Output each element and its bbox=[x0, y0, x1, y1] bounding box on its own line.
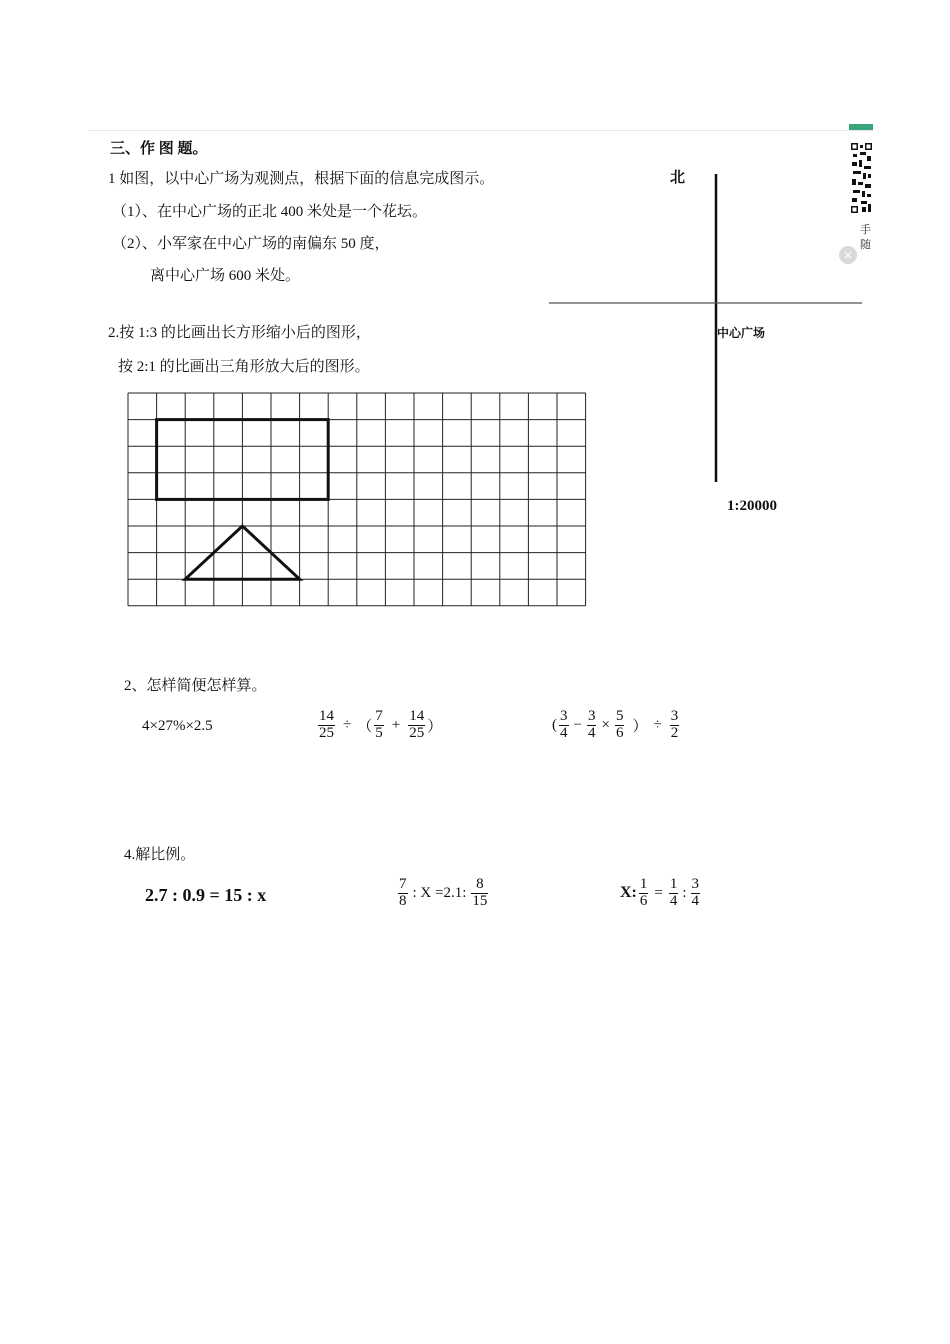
q2-line-2: 按 2:1 的比画出三角形放大后的图形。 bbox=[118, 359, 370, 375]
fraction: $\frac{3}{2}$ bbox=[670, 708, 679, 741]
colon-sign: : bbox=[682, 884, 687, 901]
compass-axes bbox=[545, 170, 865, 485]
section-title: 三、作 图 题。 bbox=[110, 141, 208, 157]
header-rule bbox=[88, 130, 873, 131]
q1-line-3: （2）、小军家在中心广场的南偏东 50 度， bbox=[112, 236, 390, 252]
calc-expression-2 bbox=[316, 709, 442, 742]
fraction: $\frac{3}{4}$ bbox=[587, 708, 596, 741]
variable-x: X: bbox=[620, 884, 637, 902]
divide-sign: ÷ bbox=[343, 716, 352, 733]
fraction: $\frac{1}{4}$ bbox=[669, 876, 678, 909]
minus-sign: − bbox=[573, 716, 582, 733]
proportion-expression-3 bbox=[620, 877, 702, 910]
fraction: $\frac{14}{25}$ bbox=[409, 708, 425, 741]
q1-line-2: （1）、在中心广场的正北 400 米处是一个花坛。 bbox=[112, 204, 428, 220]
right-paren: ） bbox=[427, 718, 443, 735]
sidebar-caption-1: 手 bbox=[860, 223, 871, 236]
fraction: $\frac{8}{15}$ bbox=[472, 876, 488, 909]
calc-expression-1 bbox=[142, 718, 213, 735]
proportion-expression-1: 2.7 : 0.9 = 15 : x bbox=[145, 885, 267, 905]
q2-line-1: 2.按 1:3 的比画出长方形缩小后的图形， bbox=[108, 325, 371, 341]
left-paren: （ bbox=[357, 718, 373, 735]
q1-line-1: 1 如图，以中心广场为观测点，根据下面的信息完成图示。 bbox=[108, 171, 495, 187]
sidebar-accent bbox=[849, 124, 873, 130]
proportion-title: 4.解比例。 bbox=[124, 847, 196, 863]
proportion-middle: : X =2.1: bbox=[412, 884, 467, 901]
sidebar-caption-2: 随 bbox=[860, 238, 871, 251]
left-paren: ( bbox=[552, 716, 557, 733]
right-paren: ） bbox=[632, 718, 648, 735]
q1-line-4: 离中心广场 600 米处。 bbox=[150, 268, 301, 284]
plus-sign: + bbox=[391, 716, 401, 733]
close-icon[interactable]: × bbox=[839, 246, 857, 264]
proportion-expression-2 bbox=[396, 877, 490, 910]
center-square-label: 中心广场 bbox=[717, 326, 766, 340]
equals-sign: = bbox=[654, 884, 663, 901]
fraction: $\frac{14}{25}$ bbox=[319, 708, 334, 741]
north-label: 北 bbox=[670, 168, 686, 186]
scale-label: 1:20000 bbox=[727, 498, 777, 514]
fraction: $\frac{5}{6}$ bbox=[615, 708, 624, 741]
times-sign: × bbox=[601, 716, 610, 733]
fraction: $\frac{1}{6}$ bbox=[639, 876, 648, 909]
calc-expression-3 bbox=[552, 709, 681, 742]
fraction: $\frac{3}{4}$ bbox=[691, 876, 700, 909]
drawing-grid bbox=[125, 391, 590, 609]
calc-title: 2、怎样简便怎样算。 bbox=[124, 678, 267, 694]
fraction: $\frac{3}{4}$ bbox=[560, 708, 568, 741]
fraction: $\frac{7}{8}$ bbox=[399, 876, 407, 909]
fraction: $\frac{7}{5}$ bbox=[375, 708, 383, 741]
divide-sign: ÷ bbox=[653, 716, 662, 733]
expr1-text: 4×27%×2.5 bbox=[142, 718, 213, 734]
